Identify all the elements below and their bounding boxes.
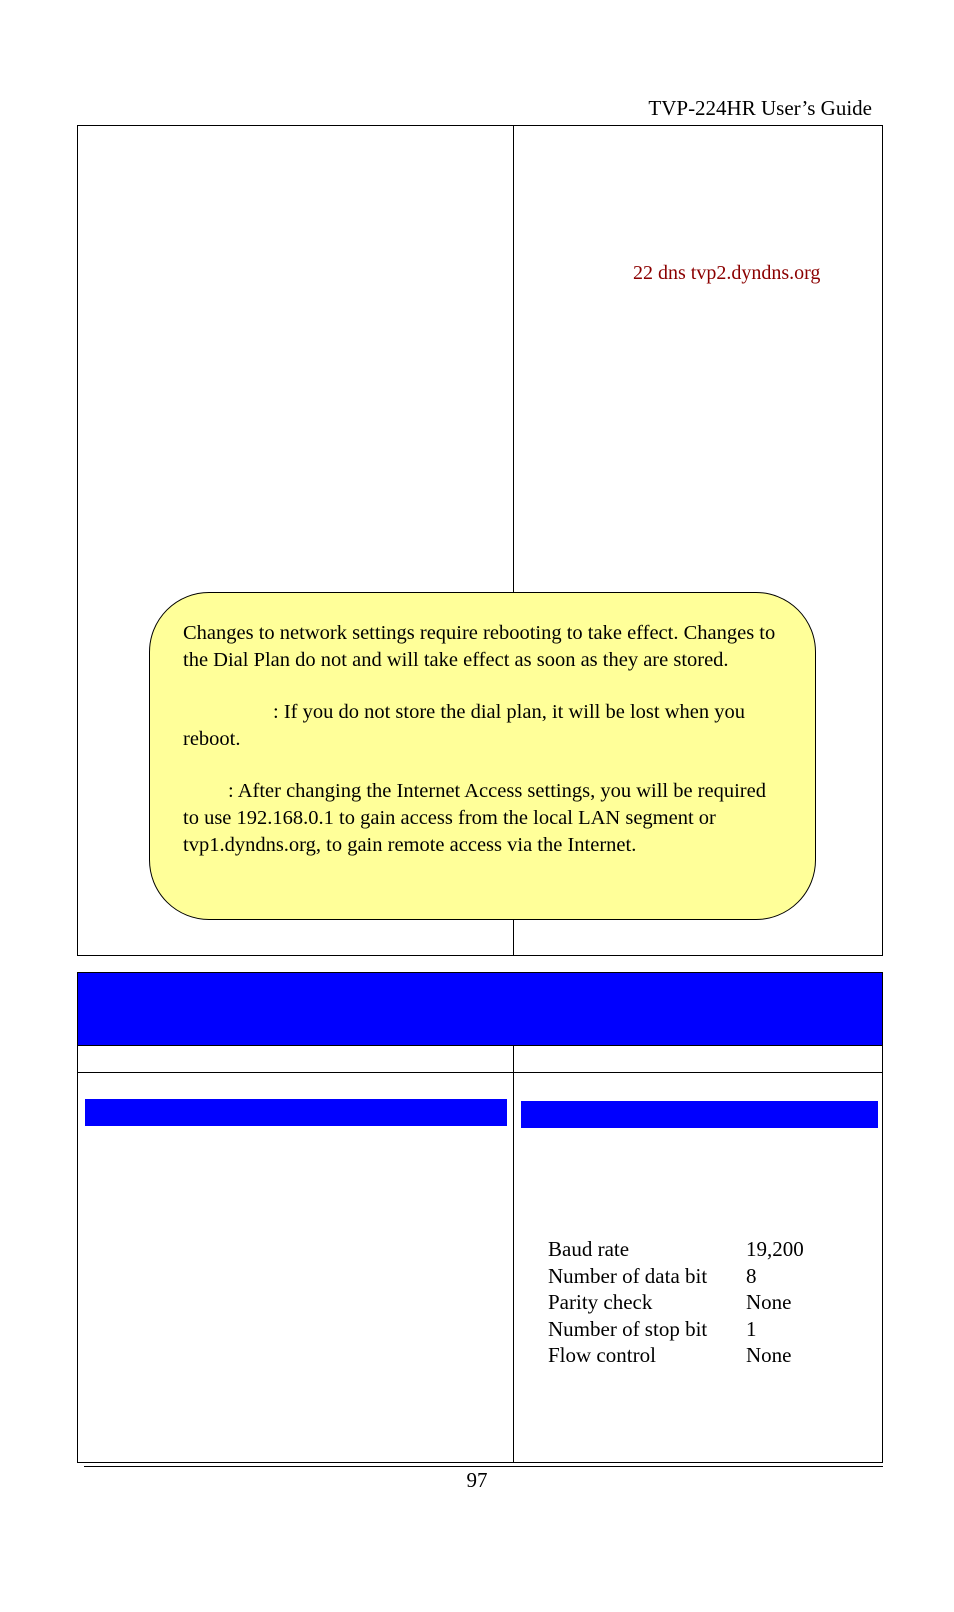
setting-label: Baud rate bbox=[548, 1237, 630, 1261]
note-callout bbox=[149, 592, 816, 920]
serial-settings-table bbox=[548, 1236, 804, 1369]
table-row bbox=[548, 1316, 804, 1343]
setting-value: 1 bbox=[746, 1316, 757, 1341]
setting-label: Flow control bbox=[548, 1343, 656, 1367]
table-row bbox=[548, 1289, 804, 1316]
page-number: 97 bbox=[466, 1468, 488, 1492]
right-column-blue-bar bbox=[521, 1101, 878, 1128]
setting-label: Number of data bit bbox=[548, 1263, 708, 1288]
table-row bbox=[548, 1342, 804, 1369]
setting-value: None bbox=[746, 1290, 792, 1314]
lower-table-column-divider bbox=[513, 1045, 514, 1463]
setting-value: 19,200 bbox=[746, 1237, 804, 1261]
section-header-band bbox=[77, 972, 883, 1046]
setting-label: Parity check bbox=[548, 1290, 653, 1314]
setting-label: Number of stop bit bbox=[548, 1316, 708, 1341]
lower-table-row-divider bbox=[77, 1072, 883, 1073]
note-paragraph-1: Changes to network settings require rebooting to take effect. Changes to the Dial Plan do not and will take effect as soon as they are stored. bbox=[183, 622, 776, 671]
guide-title: TVP-224HR User’s Guide bbox=[648, 96, 872, 120]
table-row bbox=[548, 1263, 804, 1290]
table-row bbox=[548, 1236, 804, 1263]
note-paragraph-2: : If you do not store the dial plan, it will be lost when you reboot. bbox=[183, 701, 746, 750]
setting-value: 8 bbox=[746, 1263, 757, 1288]
left-column-blue-bar bbox=[85, 1099, 507, 1126]
setting-value: None bbox=[746, 1343, 792, 1367]
command-example: 22 dns tvp2.dyndns.org bbox=[633, 262, 821, 284]
note-paragraph-3: : After changing the Internet Access settings, you will be required to use 192.168.0.1 to gain access from the local LAN segment or tvp1.dyndns.org, to gain remote access via the Internet. bbox=[183, 780, 766, 856]
footer-rule bbox=[84, 1466, 883, 1467]
